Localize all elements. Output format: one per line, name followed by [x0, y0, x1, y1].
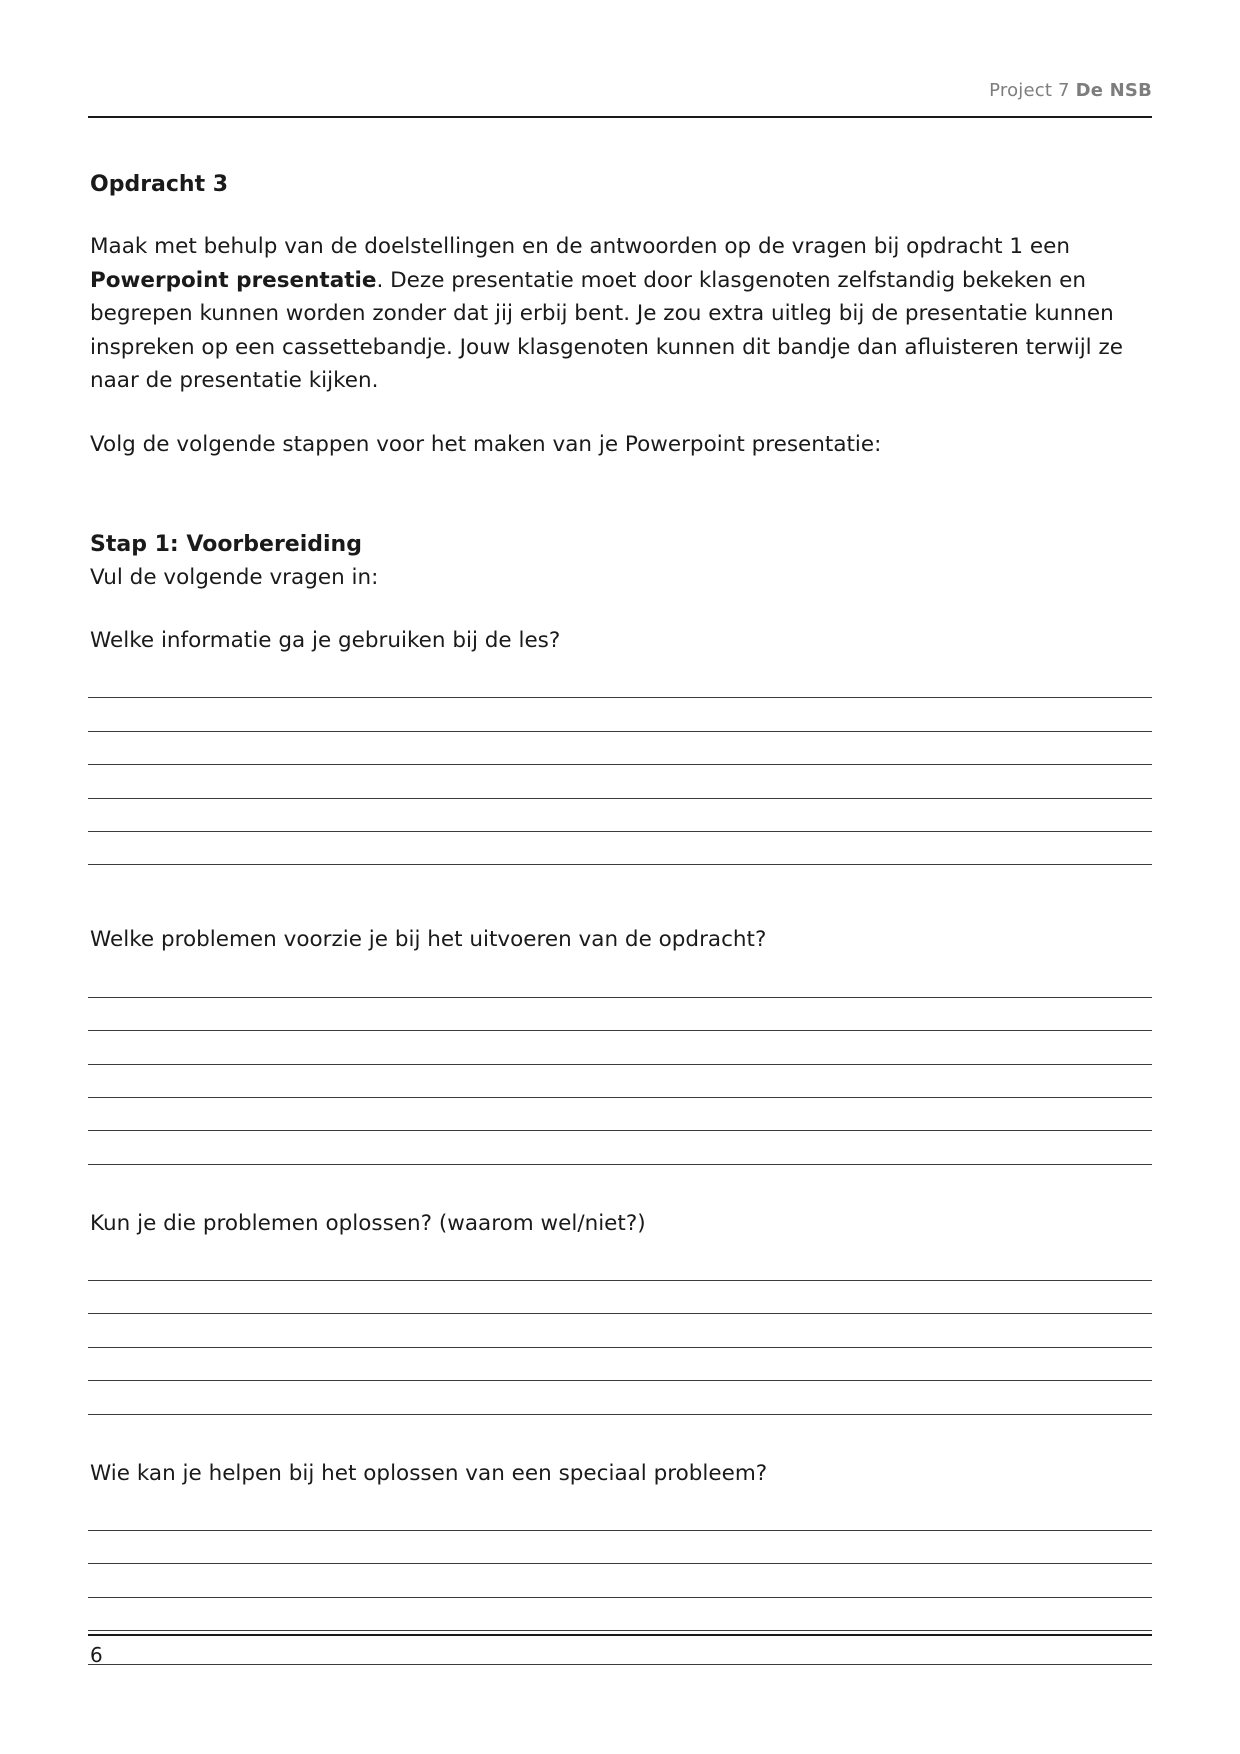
answer-line[interactable] [88, 799, 1152, 832]
answer-lines[interactable] [88, 665, 1152, 865]
answer-line[interactable] [88, 1631, 1152, 1664]
answer-line[interactable] [88, 732, 1152, 765]
question-block [90, 624, 1150, 865]
question-text: Kun je die problemen oplossen? (waarom wel/niet?) [90, 1210, 646, 1236]
project-title: De NSB [1075, 80, 1152, 101]
answer-line[interactable] [88, 665, 1152, 698]
answer-line[interactable] [88, 1381, 1152, 1414]
question-text: Welke problemen voorzie je bij het uitvoeren van de opdracht? [90, 927, 767, 953]
assignment-intro [90, 230, 1150, 398]
answer-line[interactable] [88, 698, 1152, 731]
answer-line[interactable] [88, 1065, 1152, 1098]
assignment-title: Opdracht 3 [90, 172, 229, 197]
step-intro: Vul de volgende vragen in: [90, 565, 379, 590]
answer-line[interactable] [88, 1314, 1152, 1347]
header-rule [88, 116, 1152, 118]
answer-line[interactable] [88, 765, 1152, 798]
intro-text-1: Maak met behulp van de doelstellingen en de antwoorden op de vragen bij opdracht 1 een [90, 234, 1070, 259]
answer-line[interactable] [88, 964, 1152, 997]
running-header [989, 80, 1152, 101]
answer-line[interactable] [88, 1098, 1152, 1131]
answer-line[interactable] [88, 998, 1152, 1031]
answer-line[interactable] [88, 1131, 1152, 1164]
footer-rule [88, 1634, 1152, 1636]
step-title: Stap 1: Voorbereiding [90, 532, 362, 557]
question-text: Welke informatie ga je gebruiken bij de les? [90, 628, 561, 653]
question-text: Wie kan je helpen bij het oplossen van een speciaal probleem? [90, 1460, 768, 1486]
page-number: 6 [90, 1643, 103, 1667]
question-block [90, 1207, 1150, 1415]
answer-lines[interactable] [88, 1248, 1152, 1415]
project-label: Project 7 [989, 80, 1070, 101]
page-content [90, 170, 1150, 1665]
intro-text-2: . Deze presentatie moet door klasgenoten zelfstandig bekeken en begrepen kunnen worden zonder dat jij erbij bent. Je zou extra uitleg bij de presentatie kunnen inspreken op een cassettebandje. Jouw klasgenoten kunnen dit bandje dan afluisteren terwijl ze naar de presentatie kijken. [90, 267, 1123, 393]
answer-line[interactable] [88, 1031, 1152, 1064]
question-block [90, 923, 1150, 1164]
answer-line[interactable] [88, 1531, 1152, 1564]
intro-bold-term: Powerpoint presentatie [90, 267, 377, 293]
answer-lines[interactable] [88, 964, 1152, 1164]
answer-line[interactable] [88, 1281, 1152, 1314]
assignment-instruction: Volg de volgende stappen voor het maken van je Powerpoint presentatie: [90, 431, 882, 457]
answer-line[interactable] [88, 832, 1152, 865]
answer-line[interactable] [88, 1248, 1152, 1281]
answer-lines[interactable] [88, 1498, 1152, 1665]
answer-line[interactable] [88, 1348, 1152, 1381]
answer-line[interactable] [88, 1598, 1152, 1631]
answer-line[interactable] [88, 1564, 1152, 1597]
answer-line[interactable] [88, 1498, 1152, 1531]
